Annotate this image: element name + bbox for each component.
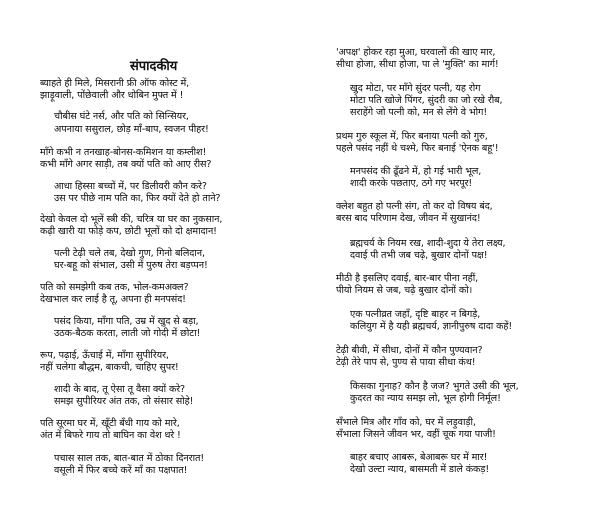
poem-line: सराहेंगे जो पत्नी को, मन से लेंगे वे भोग! — [350, 107, 488, 118]
poem-line: टेढ़ी बीवी, में सीधा, दोनों में कौन पुण्यवान? — [336, 345, 483, 356]
poem-line: अंत में बिफरे गाय तो बाघिन का वेश धरे ! — [40, 430, 181, 441]
poem-line: शादी करके पछताए, ठगे गए भरपूर! — [350, 178, 473, 189]
poem-line: पत्नी टेढ़ी चले तब, देखो गुण, गिनो बलिदान, — [54, 248, 205, 259]
poem-line: नहीं चलेगा बौद्धम, बाकची, चाहिए सुपर! — [40, 362, 179, 373]
poem-line: शादी के बाद, तू ऐसा तू वैसा क्यों करे? — [54, 384, 186, 395]
poem-line: घर-बहू को संभाल, उसी में पुरुष तेरा बड़प्पन! — [54, 260, 208, 271]
poem-line: एक पत्नीव्रत जहाँ, दृष्टि बाहर न बिगड़े, — [350, 309, 481, 320]
poem-line: किसका गुनाह? कौन है जज? भुगते उसी की भूल, — [350, 381, 519, 392]
poem-line: वसूली में फिर बच्चे करें माँ का पक्षपात! — [54, 465, 188, 476]
poem-line: खुद मोटा, पर माँगे सुंदर पत्नी, यह रोग — [350, 83, 481, 94]
poem-line: देखभाल कर लाई है तू, अपना ही मनपसंद! — [40, 294, 186, 305]
poem-line: पीयो नियम से जब, चढ़े बुखार दोनों को। — [336, 285, 473, 296]
poem-line: क्लेश बहुत हो पत्नी संग, तो कर दो विषय बंद, — [336, 201, 493, 212]
poem-line: मनपसंद की ढूँढने में, हो गई भारी भूल, — [350, 166, 482, 177]
poem-line: बाहर बचाए आबरू, बेआबरू घर में मार! — [350, 452, 488, 463]
poem-line: देखो उल्टा न्याय, बासमती में डाले कंकड़! — [350, 464, 490, 475]
poem-line: चौबीस घंटे नर्स, और पति को सिन्सियर, — [54, 111, 189, 122]
poem-line: मोटा पति खोजे पिंगर, सुंदरी का जो रखे रौब, — [350, 95, 503, 106]
poem-line: 'अपक्ष' होकर रहा मुआ, घरवालों की खाए मार, — [336, 47, 496, 58]
poem-line: पति सूरमा घर में, खूँटी बँधी गाय को मारे, — [40, 418, 180, 429]
poem-line: सँभाला जिसने जीवन भर, वहीं चूक गया पाजी! — [336, 429, 496, 440]
poem-line: उस पर पीछे नाम पति का, फिर क्यों देते हो ताने? — [54, 193, 221, 204]
poem-line: देखो केवल दो भूलें स्त्री की, चरित्र या घर का नुकसान, — [40, 214, 223, 225]
poem-line: दवाई पी तभी जब चढ़े, बुखार दोनों पक्ष! — [350, 250, 488, 261]
poem-line: कलियुग में है यही ब्रह्मचर्य, ज्ञानीपुरुष दादा कहें! — [350, 321, 513, 332]
poem-line: ब्याहते ही मिले, मिसरानी फ्री ऑफ कोस्ट में, — [40, 78, 190, 89]
poem-line: ब्रह्मचर्य के नियम रख, शादी-शुदा ये तेरा लक्ष्य, — [350, 238, 506, 249]
poem-line: कढ़ी खारी या फोड़े कप, छोटी भूलों को दो क्षमादान! — [40, 226, 217, 237]
poem-line: रूप, पढ़ाई, ऊँचाई में, माँगा सुपीरियर, — [40, 350, 169, 361]
poem-line: कुदरत का न्याय समझ लो, भूल होगी निर्मूल! — [350, 393, 501, 404]
poem-line: उठक-बैठक करता, लाती जो गोदी में छोटा! — [54, 328, 201, 339]
poem-line: पसंद किया, माँगा पति, उम्र में खुद से बड़ा, — [54, 316, 199, 327]
poem-line: झाड़ूवाली, पोंछेवाली और धोबिन मुफ्त में ! — [40, 90, 184, 101]
poem-line: पति को समझेगी कब तक, भोल-कमअक्ल? — [40, 282, 189, 293]
poem-line: आधा हिस्सा बच्चों में, पर डिलीवरी कौन करे? — [54, 181, 207, 192]
page-title: संपादकीय — [130, 59, 178, 74]
poem-line: अपनाया ससुराल, छोड़ माँ-बाप, स्वजन पीहर! — [54, 124, 209, 135]
poem-line: सँभाले मित्र और गाँव को, घर में लड़ुवाड़ी, — [336, 417, 476, 428]
poem-line: समझ सुपीरियर अंत तक, तो संसार सोहे! — [54, 396, 194, 407]
poem-line: प्रथम गुरु स्कूल में, फिर बनाया पत्नी को गुरु, — [336, 131, 488, 142]
poem-line: टेढ़ी तेरे पाप से, पुण्य से पाया सीधा कंथ! — [336, 357, 476, 368]
poem-line: पहले पसंद नहीं थे चश्मे, फिर बनाई 'ऐनक बहू'! — [336, 143, 499, 154]
poem-line: माँगे कभी न तनखाह-बोनस-कमिशन या कम्लीश! — [40, 147, 207, 158]
poem-line: बरस बाद परिणाम देख, जीवन में सुखानंद! — [336, 213, 481, 224]
poem-line: सीधा होजा, सीधा होजा, पा ले 'मुक्ति' का मार्ग! — [336, 59, 499, 70]
poem-line: पचास साल तक, बात-बात में ठोका दिनरात! — [54, 453, 205, 464]
poem-line: कभी माँगे अगर साड़ी, तब क्यों पति को आए रीस? — [40, 159, 212, 170]
poem-line: मीठी है इसलिए दवाई, बार-बार पीना नहीं, — [336, 273, 479, 284]
